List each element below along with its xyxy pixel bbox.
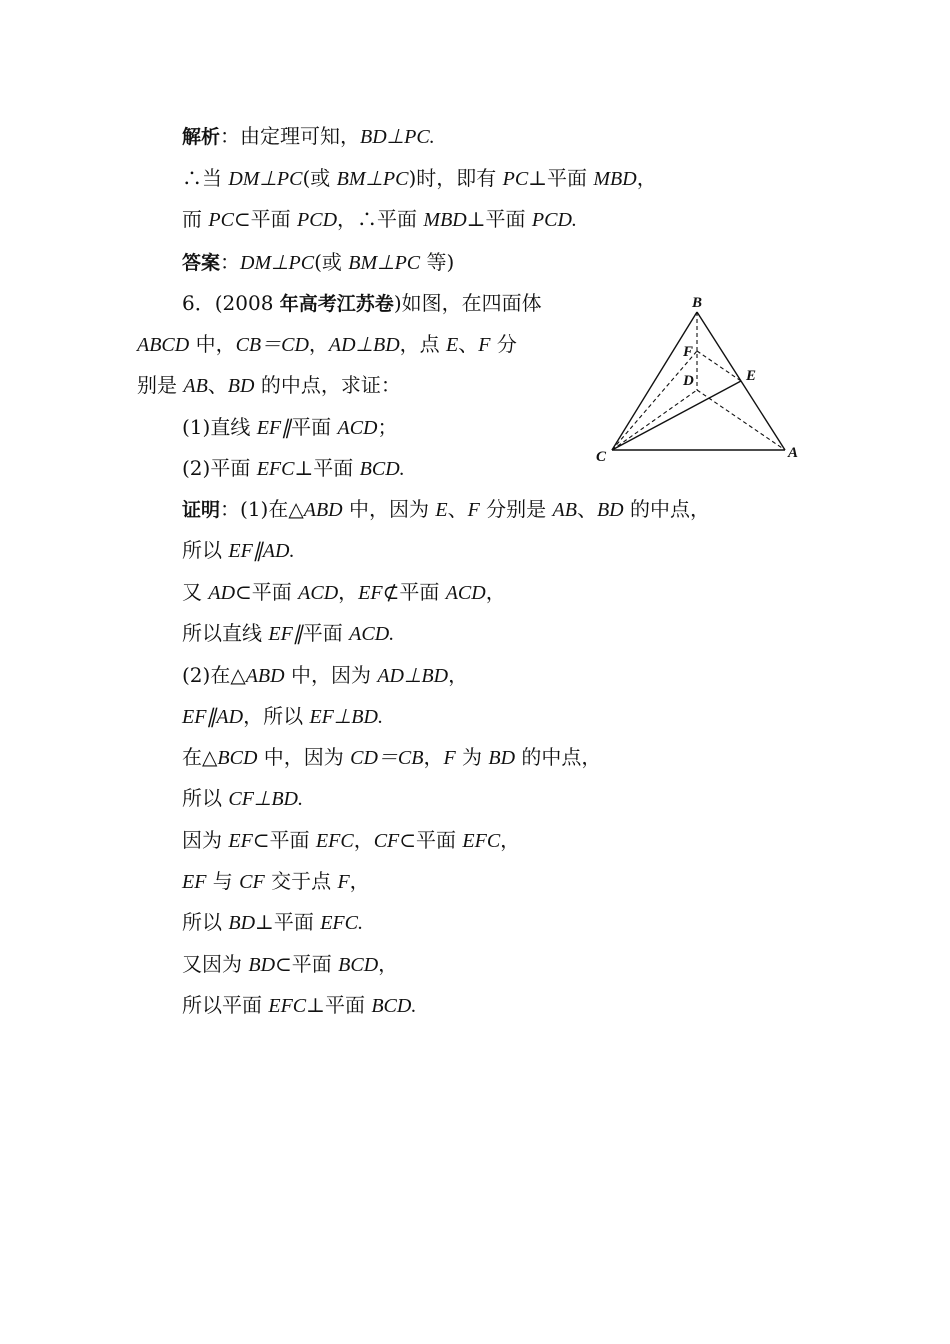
edge-cd	[612, 390, 697, 450]
edge-da	[697, 390, 785, 450]
analysis-label: 解析	[182, 126, 221, 148]
answer-line: 答案：DM⊥PC(或 BM⊥PC 等)	[182, 250, 455, 274]
analysis-line-1: 解析：由定理可知，BD⊥PC.	[182, 124, 435, 148]
proof-line-4: 所以直线 EF∥平面 ACD.	[182, 621, 395, 645]
segment-cf	[612, 351, 697, 450]
proof-line-7: 在△BCD 中，因为 CD＝CB，F 为 BD 的中点，	[182, 745, 602, 769]
segment-fe	[697, 351, 741, 381]
proof-label: 证明	[182, 499, 221, 521]
label-a: A	[788, 445, 799, 461]
label-c: C	[596, 449, 607, 465]
answer-label: 答案	[182, 252, 221, 274]
proof-line-8: 所以 CF⊥BD.	[182, 786, 303, 810]
proof-line-9: 因为 EF⊂平面 EFC，CF⊂平面 EFC，	[182, 828, 521, 852]
problem-part-2: (2)平面 EFC⊥平面 BCD.	[182, 456, 405, 480]
proof-line-5: (2)在△ABD 中，因为 AD⊥BD，	[182, 663, 469, 687]
label-b: B	[692, 295, 703, 311]
analysis-line-3: 而 PC⊂平面 PCD，∴平面 MBD⊥平面 PCD.	[182, 207, 577, 231]
proof-line-2: 所以 EF∥AD.	[182, 538, 295, 562]
tetrahedron-figure	[590, 290, 805, 465]
proof-line-12: 又因为 BD⊂平面 BCD，	[182, 952, 399, 976]
label-e: E	[746, 368, 757, 384]
label-d: D	[683, 373, 694, 389]
problem-line-2: ABCD 中，CB＝CD，AD⊥BD，点 E、F 分	[137, 332, 517, 356]
proof-line-6: EF∥AD，所以 EF⊥BD.	[182, 704, 383, 728]
analysis-line-2: ∴当 DM⊥PC(或 BM⊥PC)时，即有 PC⊥平面 MBD，	[182, 166, 657, 190]
problem-line-1: 6．(2008 年高考江苏卷)如图，在四面体	[182, 291, 542, 315]
segment-ce	[612, 381, 741, 450]
proof-line-1: 证明：(1)在△ABD 中，因为 E、F 分别是 AB、BD 的中点，	[182, 497, 710, 521]
proof-line-3: 又 AD⊂平面 ACD，EF⊄平面 ACD，	[182, 580, 506, 604]
problem-part-1: (1)直线 EF∥平面 ACD；	[182, 415, 398, 439]
problem-source: 年高考江苏卷	[279, 293, 394, 315]
proof-line-11: 所以 BD⊥平面 EFC.	[182, 910, 363, 934]
problem-line-3: 别是 AB、BD 的中点，求证：	[137, 373, 401, 397]
label-f: F	[683, 344, 694, 360]
proof-line-10: EF 与 CF 交于点 F，	[182, 869, 370, 893]
proof-line-13: 所以平面 EFC⊥平面 BCD.	[182, 993, 417, 1017]
